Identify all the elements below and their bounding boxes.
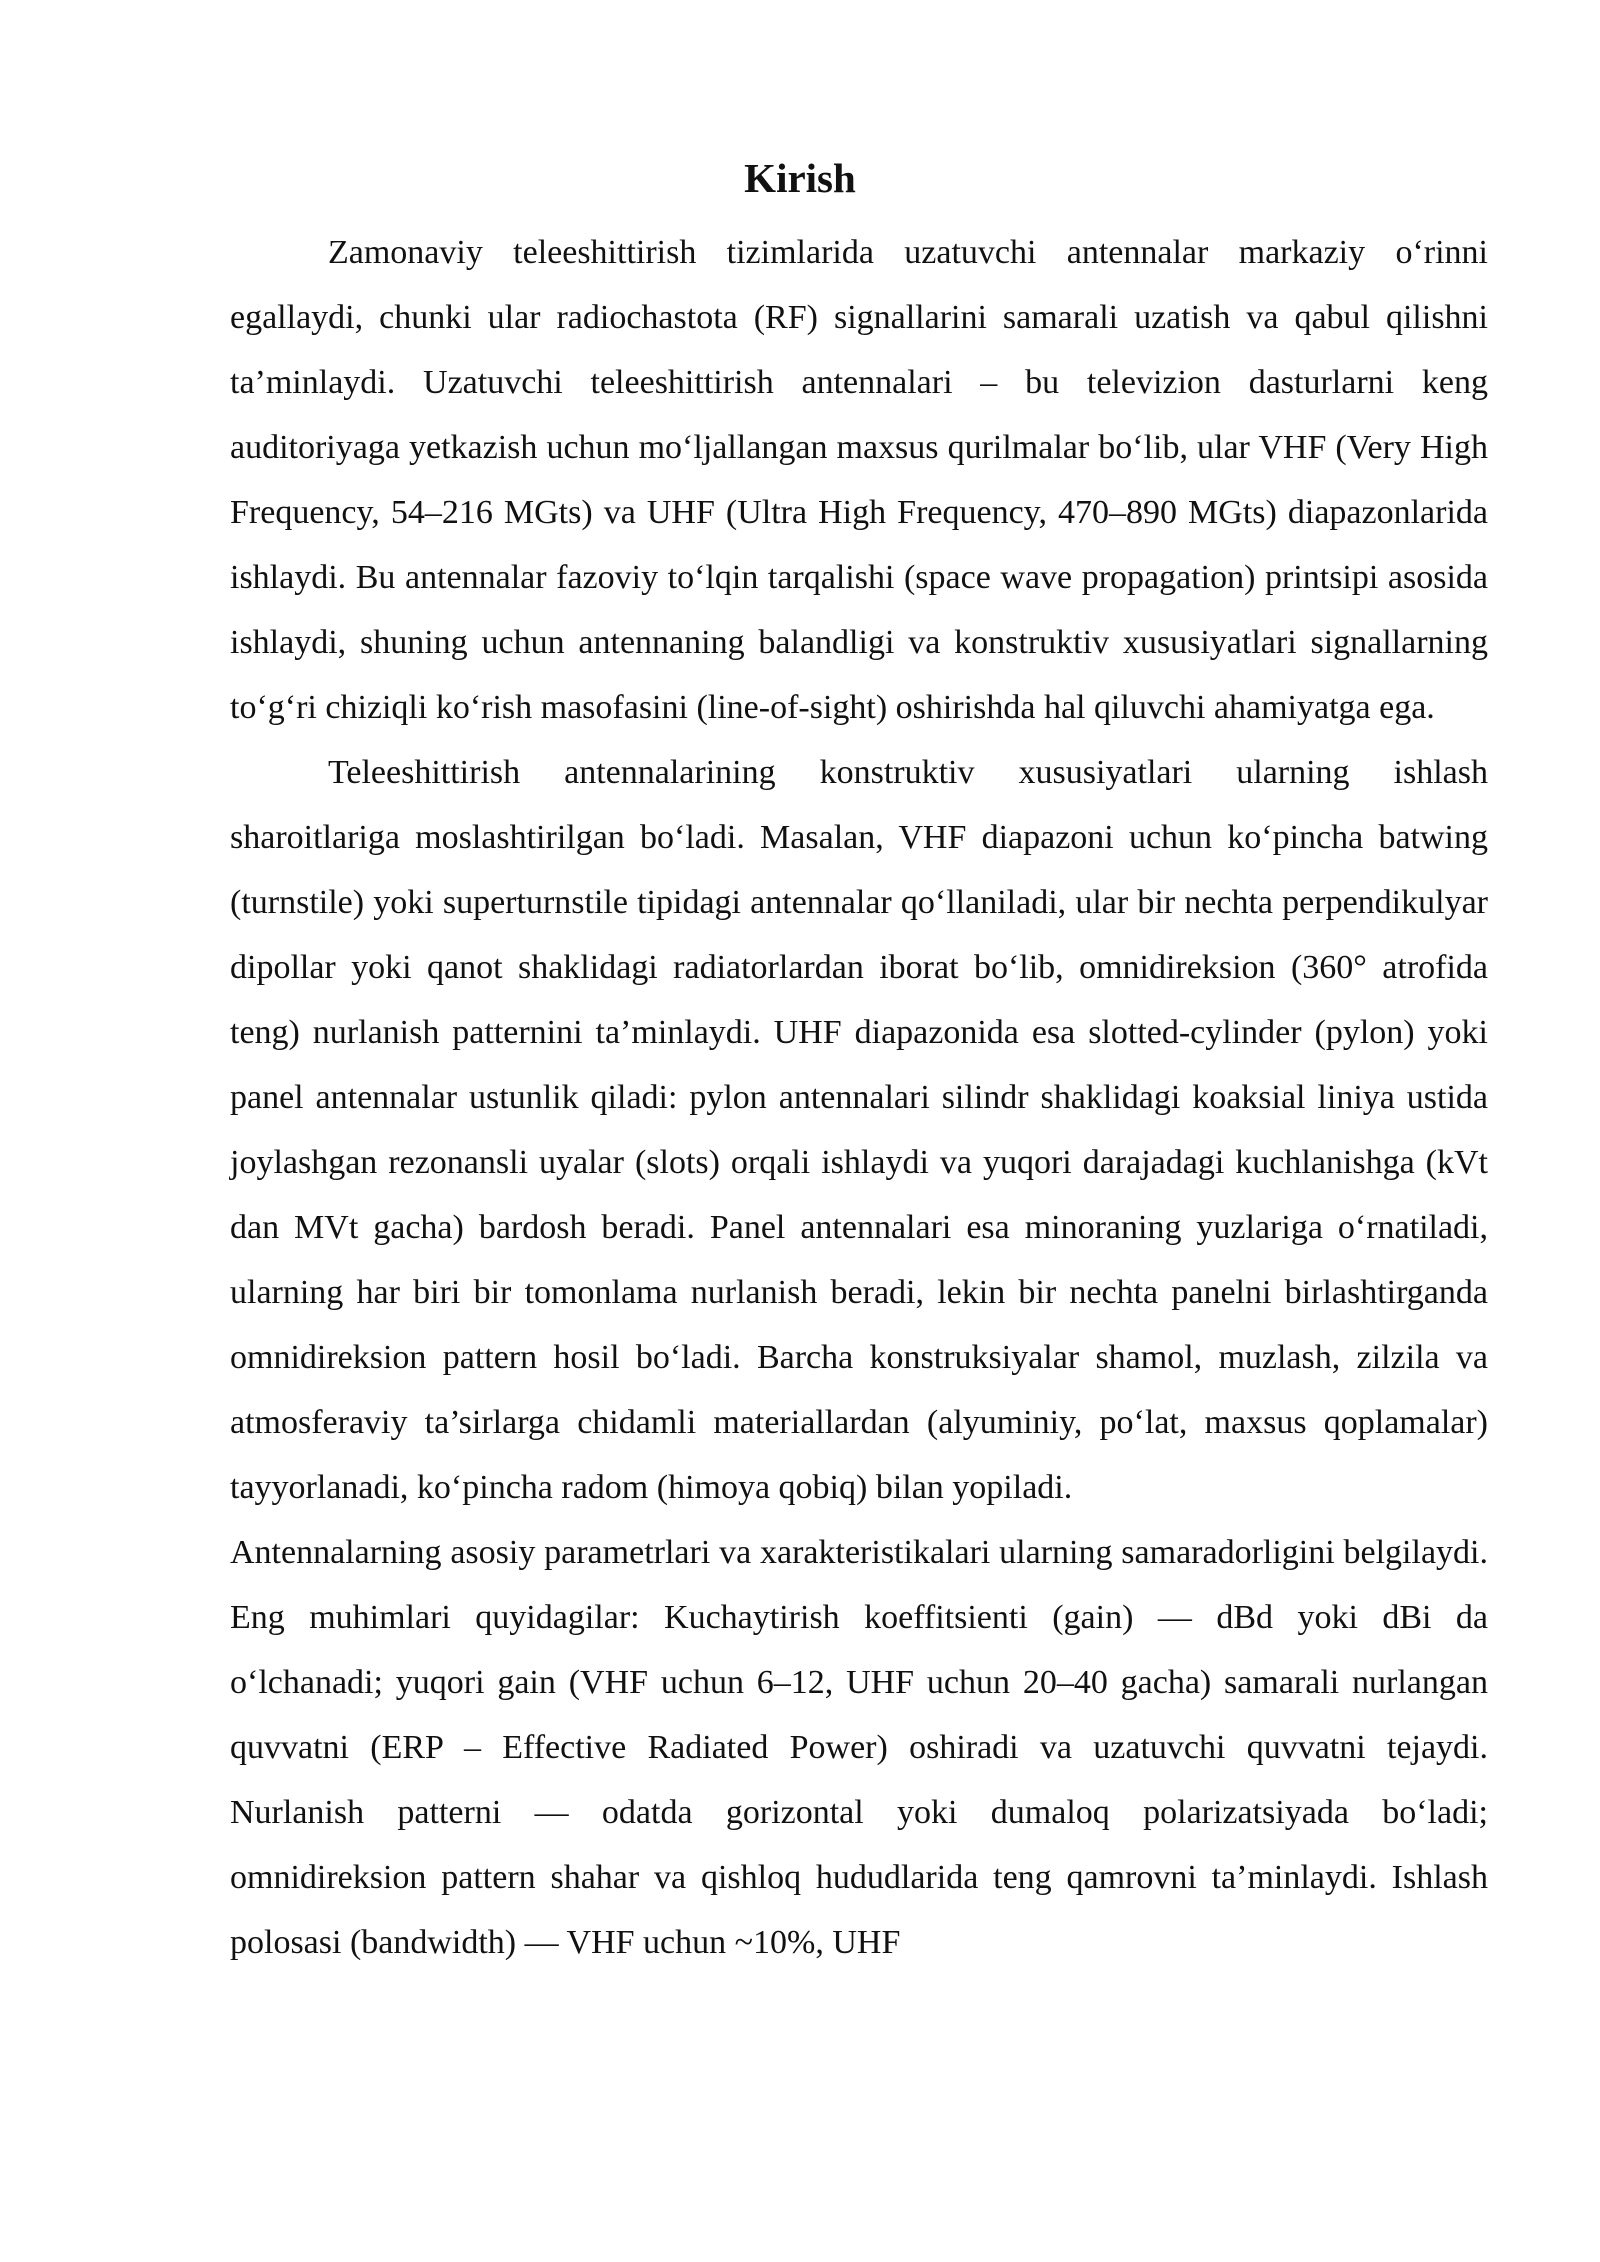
paragraph-intro: Zamonaviy teleeshittirish tizimlarida uzatuvchi antennalar markaziy o‘rinni egallaydi, chunki ular radiochastota (RF) signallarini samarali uzatish va qabul qilishni ta’minlaydi. Uzatuvchi teleeshittirish antennalari – bu televizion dasturlarni keng auditoriyaga yetkazish uchun mo‘ljallangan maxsus qurilmalar bo‘lib, ular VHF (Very High Frequency, 54–216 MGts) va UHF (Ultra High Frequency, 470–890 MGts) diapazonlarida ishlaydi. Bu antennalar fazoviy to‘lqin tarqalishi (space wave propagation) printsipi asosida ishlaydi, shuning uchun antennaning balandligi va konstruktiv xususiyatlari signallarning to‘g‘ri chiziqli ko‘rish masofasini (line-of-sight) oshirishda hal qiluvchi ahamiyatga ega. (230, 234, 1488, 726)
document-body (230, 220, 1488, 1975)
page-title: Kirish (744, 155, 856, 201)
paragraph-parameters: Antennalarning asosiy parametrlari va xarakteristikalari ularning samaradorligini belgilaydi. Eng muhimlari quyidagilar: Kuchaytirish koeffitsienti (gain) — dBd yoki dBi da o‘lchanadi; yuqori gain (VHF uchun 6–12, UHF uchun 20–40 gacha) samarali nurlangan quvvatni (ERP – Effective Radiated Power) oshiradi va uzatuvchi quvvatni tejaydi. Nurlanish patterni — odatda gorizontal yoki dumaloq polarizatsiyada bo‘ladi; omnidireksion pattern shahar va qishloq hududlarida teng qamrovni ta’minlaydi. Ishlash polosasi (bandwidth) — VHF uchun ~10%, UHF (230, 1534, 1488, 1961)
paragraph-construction: Teleeshittirish antennalarining konstruktiv xususiyatlari ularning ishlash sharoitlariga moslashtirilgan bo‘ladi. Masalan, VHF diapazoni uchun ko‘pincha batwing (turnstile) yoki superturnstile tipidagi antennalar qo‘llaniladi, ular bir nechta perpendikulyar dipollar yoki qanot shaklidagi radiatorlardan iborat bo‘lib, omnidireksion (360° atrofida teng) nurlanish patternini ta’minlaydi. UHF diapazonida esa slotted-cylinder (pylon) yoki panel antennalar ustunlik qiladi: pylon antennalari silindr shaklidagi koaksial liniya ustida joylashgan rezonansli uyalar (slots) orqali ishlaydi va yuqori darajadagi kuchlanishga (kVt dan MVt gacha) bardosh beradi. Panel antennalari esa minoraning yuzlariga o‘rnatiladi, ularning har biri bir tomonlama nurlanish beradi, lekin bir nechta panelni birlashtirganda omnidireksion pattern hosil bo‘ladi. Barcha konstruksiyalar shamol, muzlash, zilzila va atmosferaviy ta’sirlarga chidamli materiallardan (alyuminiy, po‘lat, maxsus qoplamalar) tayyorlanadi, ko‘pincha radom (himoya qobiq) bilan yopiladi. (230, 754, 1488, 1506)
